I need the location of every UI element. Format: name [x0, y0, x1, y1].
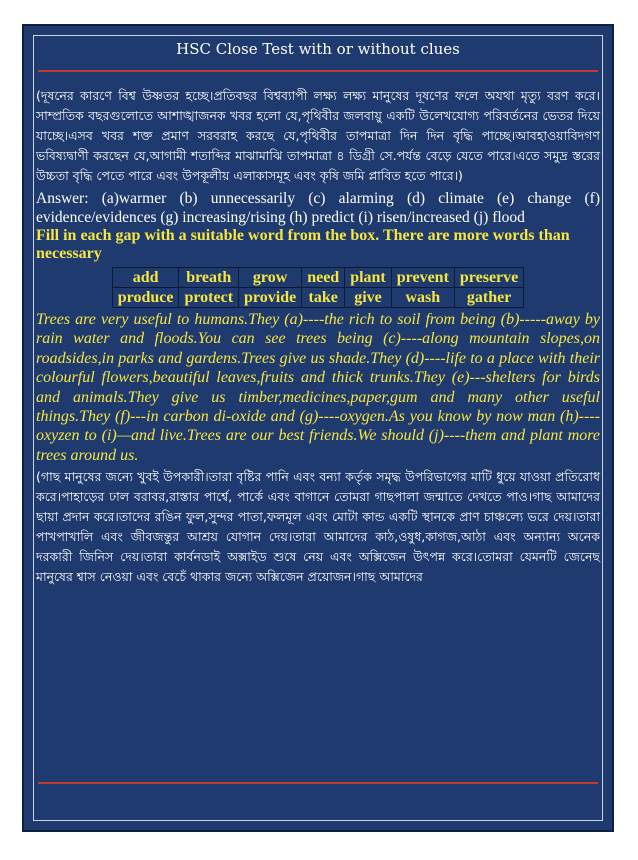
bottom-divider: [38, 782, 598, 784]
bengali-translation-1: (দূষনের কারণে বিশ্ব উষ্ণতর হচ্ছে।প্রতিবছর বিশ্বব্যাপী লক্ষ্য লক্ষ্য মানুষের দূষণের ফলে অযথা মৃত্যু বরণ করে।সাম্প্রতিক বছরগুলোতে আশাঙ্খাজনক খবর হলো যে,পৃথিবীর জলবায়ু একটি উলেখযোগ্য পরিবর্তনের ভেতর দিয়ে যাচ্ছে।এসব খবর শক্ত প্রমাণ সরবরাহ করছে যে,পৃথিবীর তাপমাত্রা দিন দিন বৃদ্ধি পাচ্ছে।আবহাওয়াবিদগণ ভবিষ্যদ্বাণী করছেন যে,আগামী শতাব্দির মাঝামাঝি তাপমাত্রা ৪ ডিগ্রী সে.পর্যন্ত বেড়ে যেতে পারে।এতে সমুদ্র স্তরের উচ্চতা বৃদ্ধি পেতে পারে এবং উপকূলীয় এলাকাসমূহ এবং কৃষি জমি প্লাবিত হতে পারে।): [36, 88, 600, 183]
page-title: HSC Close Test with or without clues: [176, 40, 460, 58]
word-cell: add: [112, 268, 179, 288]
bengali-translation-2: (গাছ মানুষের জন্যে খুবই উপকারী।তারা বৃষ্টির পানি এবং বন্যা কর্তৃক সমৃদ্ধ উপরিভাগের মাটি ধুয়ে যাওয়া প্রতিরোধ করে।পাহাড়ের ঢাল বরাবর,রাস্তার পার্শ্বে, পার্কে এবং বাগানে তোমরা গাছপালা জন্মাতে দেখতে পাও।গাছ আমাদের ছায়া প্রদান করে।তাদের রঙিন ফুল,সুন্দর পাতা,ফলমূল এবং মোটা কান্ড একটি স্থানকে প্রাণ চাঞ্চল্যে ভরে দেয়।তারা পাখপাখালি এবং জীবজন্তুর আশ্রয় যোগান দেয়।তারা আমাদের কাঠ,ওষুধ,কাগজ,আঠা এবং অন্যান্য অনেক দরকারী জিনিস দেয়।তারা কার্বনডাই অক্সাইড শুষে নেয় এবং অক্সিজেন উৎপন্ন করে।তোমরা যেমনটি জেনেছ মানুষের শ্বাস নেওয়া এবং বেচেঁ থাকার জন্যে অক্সিজেন প্রয়োজন।গাছ আমাদের: [36, 469, 600, 585]
word-cell: gather: [454, 288, 523, 308]
word-box-row: [112, 268, 524, 288]
cloze-passage: Trees are very useful to humans.They (a)----the rich to soil from being (b)-----away by rain water and floods.You can see trees being (c)----along mountain slopes,on roadsides,in parks and gardens.Trees give us shade.They (d)----life to a place with their colourful flowers,beautiful leaves,fruits and thick trunks.They (e)---shelters for birds and animals.They give us timber,medicines,paper,gum and many other useful things.They (f)---in carbon di-oxide and (g)----oxygen.As you know by now man (h)----oxyzen to (i)—and live.Trees are our best friends.We should (j)----them and plant more trees around us.: [36, 311, 600, 464]
word-cell: grow: [239, 268, 302, 288]
word-box-row: [112, 288, 524, 308]
word-cell: provide: [239, 288, 302, 308]
answer-key: Answer: (a)warmer (b) unnecessarily (c) alarming (d) climate (e) change (f) evidence/evidences (g) increasing/rising (h) predict (i) risen/increased (j) flood: [36, 190, 600, 226]
word-cell: give: [345, 288, 392, 308]
exercise-instruction: Fill in each gap with a suitable word from the box. There are more words than necessary: [36, 227, 570, 262]
word-cell: wash: [391, 288, 454, 308]
content: [36, 86, 600, 587]
word-cell: take: [302, 288, 345, 308]
word-box: [112, 267, 525, 308]
page-frame: [22, 24, 614, 832]
word-cell: produce: [112, 288, 179, 308]
word-cell: plant: [345, 268, 392, 288]
top-divider: [38, 70, 598, 72]
word-cell: breath: [179, 268, 239, 288]
word-cell: need: [302, 268, 345, 288]
word-cell: preserve: [454, 268, 523, 288]
word-cell: protect: [179, 288, 239, 308]
word-cell: prevent: [391, 268, 454, 288]
